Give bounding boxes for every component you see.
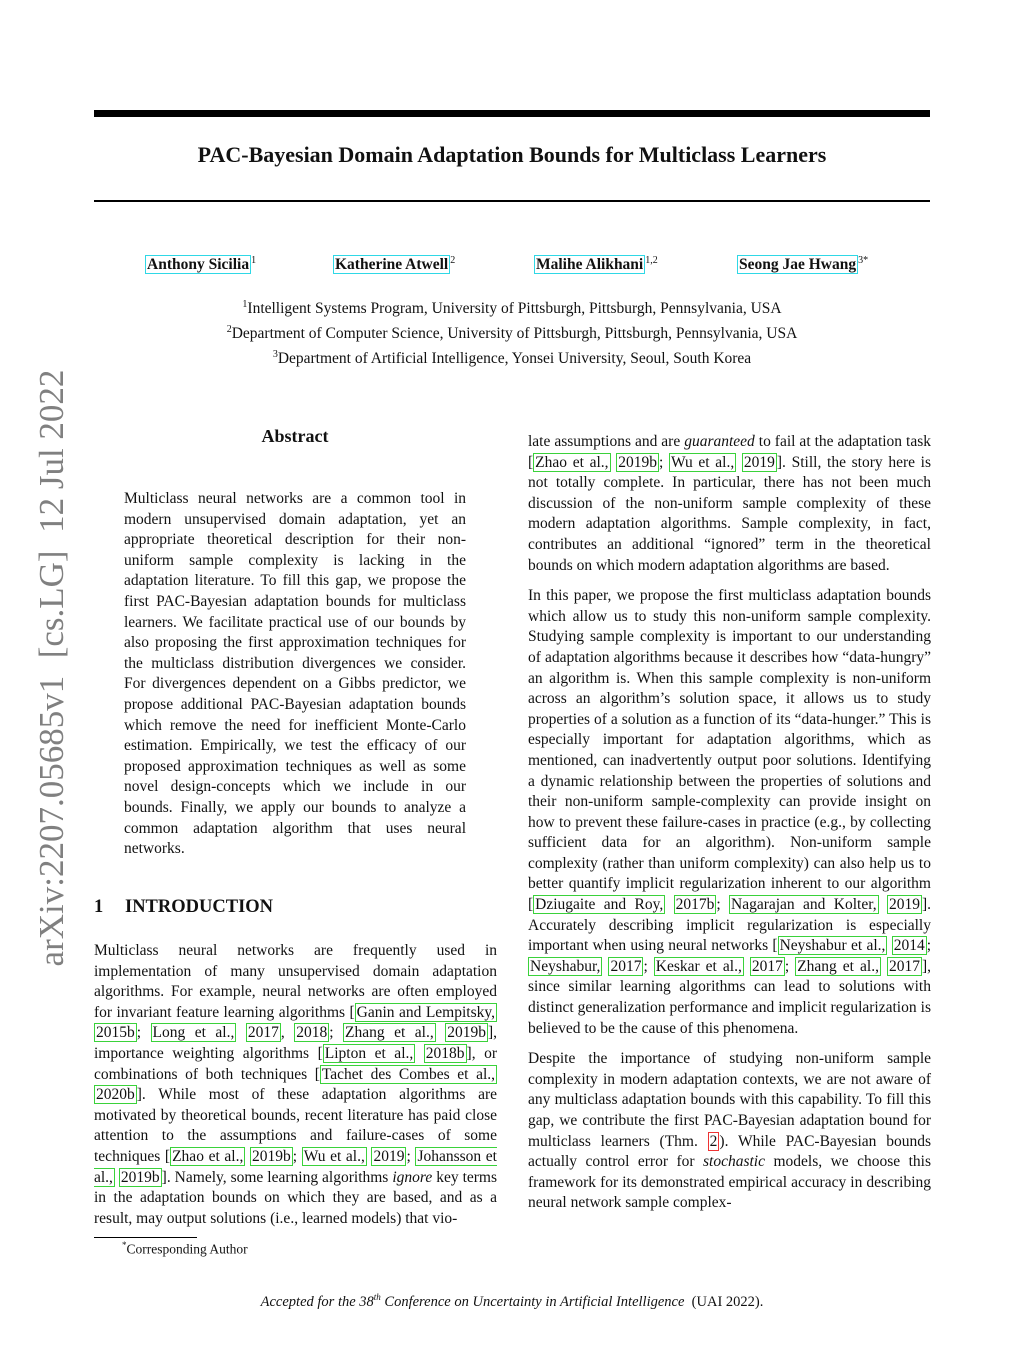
title-top-rule	[94, 110, 930, 117]
intro-left-column: Multiclass neural networks are frequently used in implementation of many unsupervised domain adaptation algorithms. For example, neural networks are often employed for invariant feature learning algorithms [ Ganin and Lempitsky, 2015b ; Long et al., 2017 , 2018 ; Zhang et al., 2019b ], importance weighting algorithms [ Lipton et al., 2018b ], or combinations of both techniques [ Tachet des Combes et al., 2020b ]. While most of these adaptation algorithms are motivated by theoretical bounds, recent literature has paid close attention to the assumptions and failure-cases of some techniques [ Zhao et al., 2019b ; Wu et al., 2019 ; Johansson et al., 2019b ]. Namely, some learning algorithms ignore key terms in the adaptation bounds on which they are based, and as a result, may output solutions (i.e., learned models) that vio-	[94, 942, 498, 1227]
citation-link[interactable]: Tachet des Combes et al.,	[321, 1065, 496, 1083]
citation-link[interactable]: 2019	[888, 896, 920, 914]
citation-link[interactable]: Zhao et al.,	[172, 1147, 244, 1165]
citation-link[interactable]: Johansson et al.,	[94, 1147, 497, 1186]
section-number: 1	[94, 897, 104, 917]
citation-link[interactable]: 2019	[373, 1147, 405, 1165]
arxiv-stamp: arXiv:2207.05685v1 [cs.LG] 12 Jul 2022	[32, 369, 71, 967]
citation-link[interactable]: Wu et al.,	[303, 1147, 365, 1165]
author-name[interactable]: Malihe Alikhani	[536, 256, 644, 274]
author-name[interactable]: Katherine Atwell	[335, 256, 449, 274]
section-title: INTRODUCTION	[125, 897, 274, 917]
citation-link[interactable]: Keskar et al.,	[655, 957, 742, 975]
author-affil-mark: 1	[251, 255, 257, 266]
citation-link[interactable]: Neyshabur et al.,	[779, 937, 886, 955]
author-3[interactable]	[534, 255, 658, 274]
citation-link[interactable]: Wu et al.,	[670, 453, 735, 471]
title-bottom-rule	[94, 200, 930, 202]
theorem-ref-link[interactable]: 2	[709, 1132, 718, 1150]
affiliation-2: $^2$Department of Computer Science, University of Pittsburgh, Pittsburgh, Pennsylvania, USA	[226, 324, 798, 343]
citation-link[interactable]: 2015b	[96, 1024, 135, 1042]
venue-footer: Accepted for the 38th Conference on Uncertainty in Artificial Intelligence (UAI 2022).	[260, 1292, 764, 1310]
citation-link[interactable]: 2017	[247, 1024, 279, 1042]
citation-link[interactable]: Zhao et al.,	[535, 453, 609, 471]
citation-link[interactable]: 2019b	[251, 1147, 291, 1165]
abstract-body: Multiclass neural networks are a common tool in modern unsupervised domain adaptation, yet an appropriate theoretical description for their non-uniform sample complexity is lacking in the adaptation literature. To fill this gap, we propose the first PAC-Bayesian adaptation bounds for multiclass learners. We facilitate practical use of our bounds by also proposing the first approximation techniques for the multiclass distribution divergences we consider. For divergences dependent on a Gibbs predictor, we propose additional PAC-Bayesian adaptation bounds which remove the need for inefficient Monte-Carlo estimation. Empirically, we test the efficacy of our proposed approximation techniques as well as some novel design-concepts which we include in our bounds. Finally, we apply our bounds to analyze a common adaptation algorithm that uses neural networks.	[124, 490, 466, 858]
author-4[interactable]	[737, 255, 868, 274]
citation-link[interactable]: Dziugaite and Roy,	[535, 896, 664, 914]
citation-link[interactable]: 2017	[610, 957, 642, 975]
author-affil-mark: 1,2	[645, 255, 658, 266]
intro-paragraph-3: Despite the importance of studying non-uniform sample complexity in modern adaptation contexts, we are not aware of any multiclass adaptation bounds with this capability. To fill this gap, we contribute the first PAC-Bayesian adaptation bound for multiclass learners (Thm. 2 ). While PAC-Bayesian bounds actually control error for stochastic models, we choose this framework for its demonstrated empirical accuracy in describing neural network sample complex-	[528, 1050, 931, 1212]
citation-link[interactable]: 2020b	[96, 1086, 135, 1104]
author-1[interactable]	[145, 255, 256, 274]
intro-right-column	[528, 432, 931, 1214]
intro-paragraph-1: late assumptions and are guaranteed to fail at the adaptation task [ Zhao et al., 2019b ; Wu et al., 2019 ]. Still, the story here is not totally complete. In particular, there has not been much discussion of the non-uniform sample complexity of these modern adaptation algorithms. Sample complexity, in fact, contributes an additional “ignored” term in the theoretical bounds on which modern adaptation algorithms are based.	[528, 433, 932, 574]
citation-link[interactable]: Neyshabur,	[530, 957, 601, 975]
author-name[interactable]: Seong Jae Hwang	[739, 256, 857, 274]
citation-link[interactable]: 2017b	[675, 896, 715, 914]
abstract-heading: Abstract	[261, 426, 329, 446]
citation-link[interactable]: 2017	[751, 957, 783, 975]
affiliations	[94, 294, 930, 369]
footnote-rule	[94, 1237, 197, 1238]
citation-link[interactable]: 2019b	[447, 1024, 486, 1042]
author-affil-mark: 2	[450, 255, 456, 266]
citation-link[interactable]: 2019	[743, 453, 775, 471]
citation-link[interactable]: Zhang et al.,	[345, 1024, 434, 1042]
citation-link[interactable]: 2019b	[618, 453, 657, 471]
affiliation-3: $^3$Department of Artificial Intelligence, Yonsei University, Seoul, South Korea	[272, 349, 752, 368]
citation-link[interactable]: Lipton et al.,	[324, 1044, 414, 1062]
citation-link[interactable]: 2014	[893, 937, 925, 955]
affiliation-1: $^1$Intelligent Systems Program, University of Pittsburgh, Pittsburgh, Pennsylvania, USA	[242, 299, 782, 318]
author-2[interactable]	[333, 255, 455, 274]
citation-link[interactable]: Ganin and Lempitsky,	[356, 1003, 495, 1021]
citation-link[interactable]: Zhang et al.,	[797, 957, 879, 975]
citation-link[interactable]: Long et al.,	[152, 1024, 235, 1042]
citation-link[interactable]: Nagarajan and Kolter,	[731, 896, 877, 914]
paper-title: PAC-Bayesian Domain Adaptation Bounds for Multiclass Learners	[197, 142, 827, 167]
author-affil-mark: 3*	[858, 255, 869, 266]
citation-link[interactable]: 2017	[888, 957, 920, 975]
section-heading	[94, 897, 273, 918]
citation-link[interactable]: 2019b	[120, 1168, 160, 1186]
citation-link[interactable]: 2018	[296, 1024, 328, 1042]
footnote: *Corresponding Author	[122, 1240, 248, 1257]
intro-paragraph-2: In this paper, we propose the first multiclass adaptation bounds which allow us to study this non-uniform sample complexity. Studying sample complexity is important to our understanding of adaptation algorithms because it describes how “data-hungry” an algorithm is. When this sample complexity is non-uniform across an algorithm’s solution space, it allows us to study properties of a solution as a function of its “data-hunger.” This is especially important for adaptation algorithms, which as mentioned, can inadvertently output poor solutions. Identifying a dynamic relationship between the properties of solutions and their non-uniform sample-complexity can provide insight on how to prevent these failure-cases in practice (e.g., by collecting sufficient data for an algorithm). Non-uniform sample complexity (rather than uniform complexity) can also help us to better quantify implicit regularization inherent to our algorithm [ Dziugaite and Roy, 2017b ; Nagarajan and Kolter, 2019 ]. Accurately describing implicit regularization is especially important when using neural networks [ Neyshabur et al., 2014 ; Neyshabur, 2017 ; Keskar et al., 2017 ; Zhang et al., 2017 ], since similar learning algorithms can lead to solutions with distinct generalization performance and implicit regularization is believed to be the cause of this phenomena.	[528, 587, 932, 1037]
author-name[interactable]: Anthony Sicilia	[147, 256, 250, 274]
citation-link[interactable]: 2018b	[425, 1044, 465, 1062]
